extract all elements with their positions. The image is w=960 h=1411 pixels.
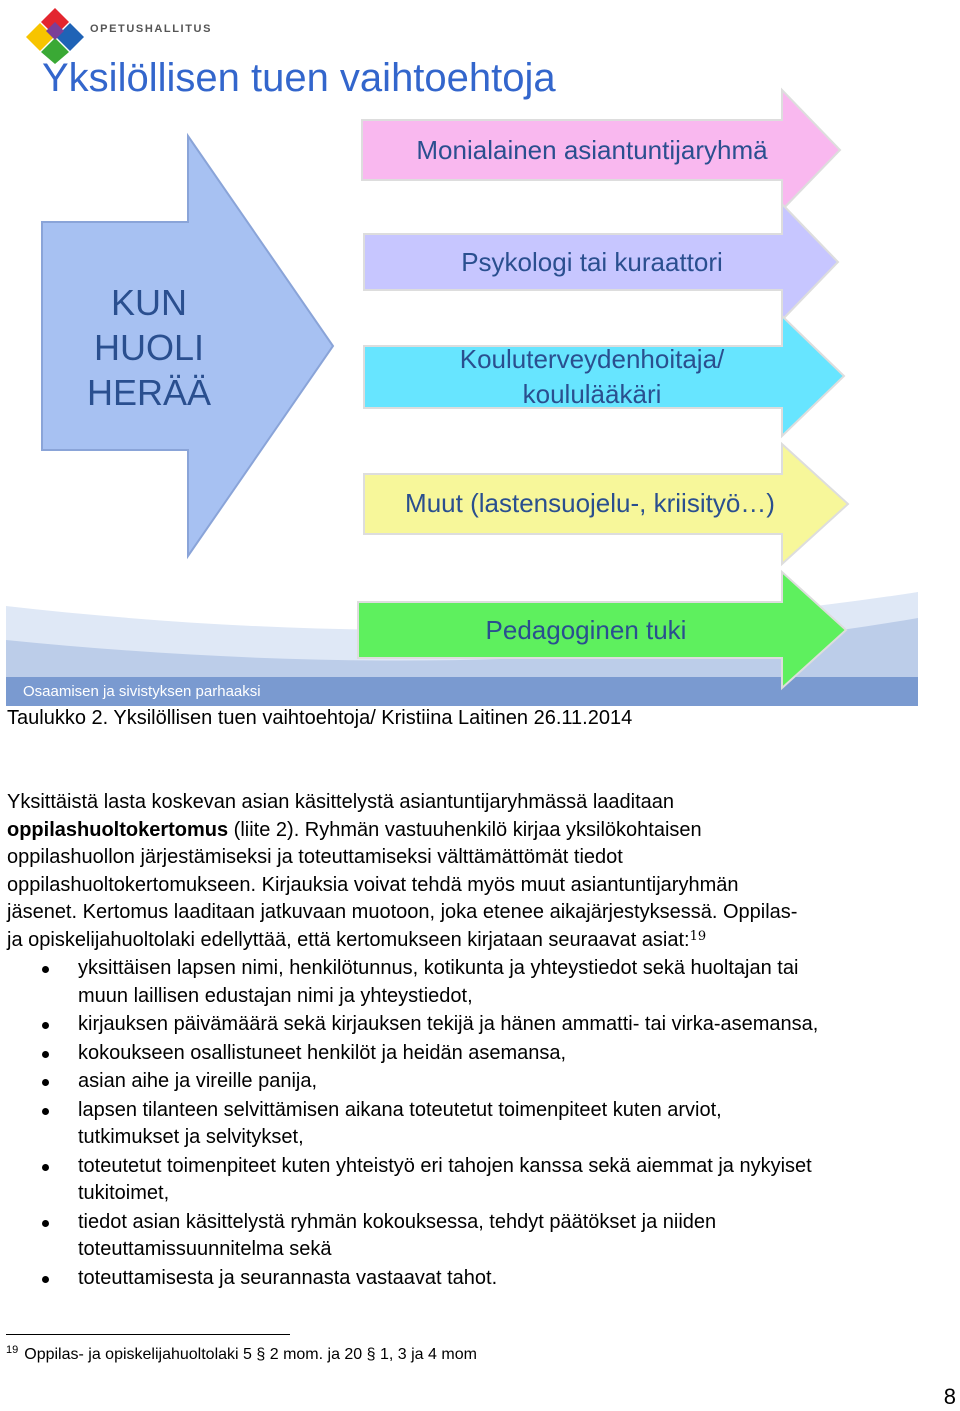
footnote-text: Oppilas- ja opiskelijahuoltolaki 5 § 2 mom. ja 20 § 1, 3 ja 4 mom — [24, 1346, 477, 1363]
body-paragraph — [7, 789, 957, 954]
paragraph-line: oppilashuollon järjestämiseksi ja toteuttamiseksi välttämättömät tiedot — [7, 846, 623, 868]
paragraph-line: jäsenet. Kertomus laaditaan jatkuvaan muotoon, joka etenee aikajärjestyksessä. Oppilas- — [7, 901, 798, 923]
arrow-label-terveydenhoitaja — [364, 342, 820, 412]
footnote — [6, 1346, 477, 1364]
list-item — [0, 955, 960, 1010]
list-item-line: asian aihe ja vireille panija, — [78, 1070, 318, 1092]
arrow-label-line: koululääkäri — [522, 379, 662, 409]
list-item — [0, 1153, 960, 1208]
arrow-label-line: Monialainen asiantuntijaryhmä — [416, 135, 768, 165]
big-arrow-line: HERÄÄ — [86, 372, 212, 413]
list-item-line: yksittäisen lapsen nimi, henkilötunnus, kotikunta ja yhteystiedot sekä huoltajan tai — [78, 957, 799, 979]
list-item-line: kirjauksen päivämäärä sekä kirjauksen tekijä ja hänen ammatti- tai virka-asemansa, — [78, 1013, 819, 1035]
paragraph-text: ja opiskelijahuoltolaki edellyttää, että kertomukseen kirjataan seuraavat asiat: — [7, 928, 690, 951]
list-item-line: tiedot asian käsittelystä ryhmän kokouksessa, tehdyt päätökset ja niiden — [78, 1210, 717, 1233]
list-item-line: tukitoimet, — [78, 1182, 170, 1204]
arrow-label-line: Psykologi tai kuraattori — [461, 247, 723, 277]
big-arrow-line: HUOLI — [93, 327, 205, 368]
slide-image — [6, 0, 918, 706]
requirements-list — [0, 955, 960, 1293]
footnote-reference: 19 — [689, 928, 707, 944]
org-name: OPETUSHALLITUS — [90, 23, 213, 35]
list-item-line: lapsen tilanteen selvittämisen aikana toteutetut toimenpiteet kuten arviot, — [78, 1098, 722, 1121]
list-item-line: toteuttamissuunnitelma sekä — [78, 1238, 332, 1260]
list-item-line: muun laillisen edustajan nimi ja yhteystiedot, — [78, 984, 473, 1007]
paragraph-line — [7, 927, 957, 955]
list-item — [0, 1011, 960, 1039]
arrow-label-muut — [364, 486, 816, 521]
list-item — [0, 1097, 960, 1152]
arrow-label-line: Kouluterveydenhoitaja/ — [459, 344, 725, 374]
footnote-divider — [6, 1334, 290, 1335]
paragraph-text: (liite 2). Ryhmän vastuuhenkilö kirjaa yksilökohtaisen — [228, 818, 702, 841]
arrow-label-monialainen — [362, 133, 822, 168]
list-item-line: kokoukseen osallistuneet henkilöt ja heidän asemansa, — [78, 1041, 567, 1064]
slide-title: Yksilöllisen tuen vaihtoehtoja — [42, 56, 556, 100]
arrow-label-line: Pedagoginen tuki — [485, 615, 687, 645]
paragraph-line: Yksittäistä lasta koskevan asian käsittelystä asiantuntijaryhmässä laaditaan — [7, 791, 675, 813]
list-item-line: toteutetut toimenpiteet kuten yhteistyö eri tahojen kanssa sekä aiemmat ja nykyiset — [78, 1154, 812, 1177]
big-arrow-label — [64, 280, 234, 415]
page-number: 8 — [943, 1384, 956, 1409]
paragraph-line — [7, 817, 957, 845]
bold-term: oppilashuoltokertomus — [7, 818, 229, 841]
footnote-number: 19 — [6, 1344, 19, 1356]
list-item — [0, 1209, 960, 1264]
figure-caption: Taulukko 2. Yksilöllisen tuen vaihtoehtoja/ Kristiina Laitinen 26.11.2014 — [7, 707, 633, 729]
arrow-label-psykologi — [364, 245, 820, 280]
list-item — [0, 1265, 960, 1293]
list-item — [0, 1040, 960, 1068]
arrow-label-line: Muut (lastensuojelu-, kriisityö…) — [405, 488, 775, 518]
big-arrow-line: KUN — [110, 282, 187, 323]
slide-footer-text: Osaamisen ja sivistyksen parhaaksi — [23, 683, 261, 700]
paragraph-line: oppilashuoltokertomukseen. Kirjauksia voivat tehdä myös muut asiantuntijaryhmän — [7, 873, 739, 896]
list-item-line: toteuttamisesta ja seurannasta vastaavat tahot. — [78, 1266, 498, 1289]
list-item-line: tutkimukset ja selvitykset, — [78, 1126, 304, 1148]
list-item — [0, 1068, 960, 1096]
arrow-label-pedagoginen — [358, 613, 814, 648]
